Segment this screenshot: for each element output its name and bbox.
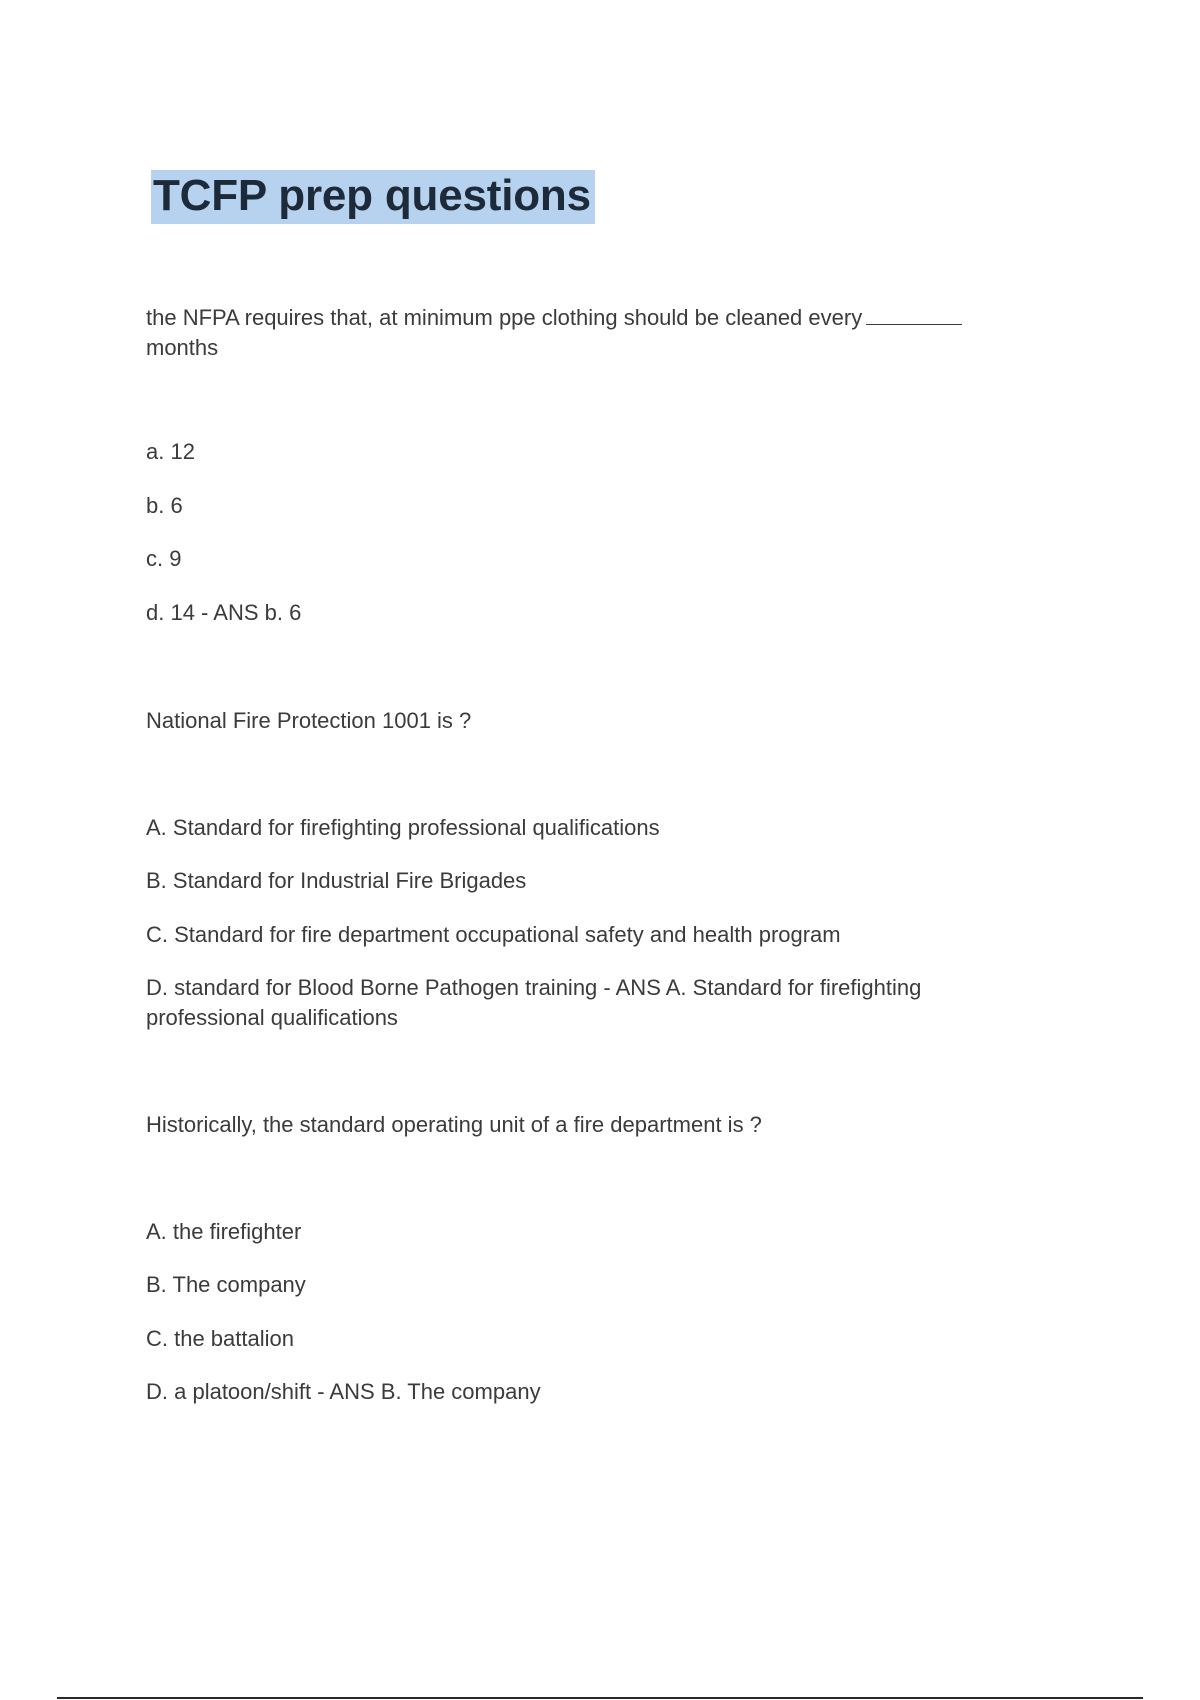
document-title: TCFP prep questions <box>151 170 595 224</box>
question-3-option-c: C. the battalion <box>146 1326 294 1351</box>
question-3-option-b: B. The company <box>146 1272 306 1297</box>
page-bottom-rule <box>57 1697 1143 1699</box>
question-2-option-d-answer-continued: professional qualifications <box>146 1005 398 1030</box>
question-2-stem: National Fire Protection 1001 is ? <box>146 708 472 733</box>
question-3-option-a: A. the firefighter <box>146 1219 302 1244</box>
question-1-option-c: c. 9 <box>146 546 182 571</box>
question-2-option-d-answer: D. standard for Blood Borne Pathogen training - ANS A. Standard for firefighting <box>146 975 922 1000</box>
question-1-option-d-answer: d. 14 - ANS b. 6 <box>146 600 302 625</box>
question-1-option-a: a. 12 <box>146 439 195 464</box>
answer-blank <box>866 306 962 325</box>
question-1-stem-line-1 <box>146 303 962 333</box>
question-2-option-c: C. Standard for fire department occupational safety and health program <box>146 922 841 947</box>
question-1-option-b: b. 6 <box>146 493 183 518</box>
question-3-option-d-answer: D. a platoon/shift - ANS B. The company <box>146 1379 541 1404</box>
question-1-stem-line-2: months <box>146 335 219 360</box>
question-3-stem: Historically, the standard operating unit of a fire department is ? <box>146 1112 762 1137</box>
question-2-option-a: A. Standard for firefighting professional qualifications <box>146 815 660 840</box>
question-2-option-b: B. Standard for Industrial Fire Brigades <box>146 868 527 893</box>
question-1-stem-text: the NFPA requires that, at minimum ppe clothing should be cleaned every <box>146 305 863 330</box>
